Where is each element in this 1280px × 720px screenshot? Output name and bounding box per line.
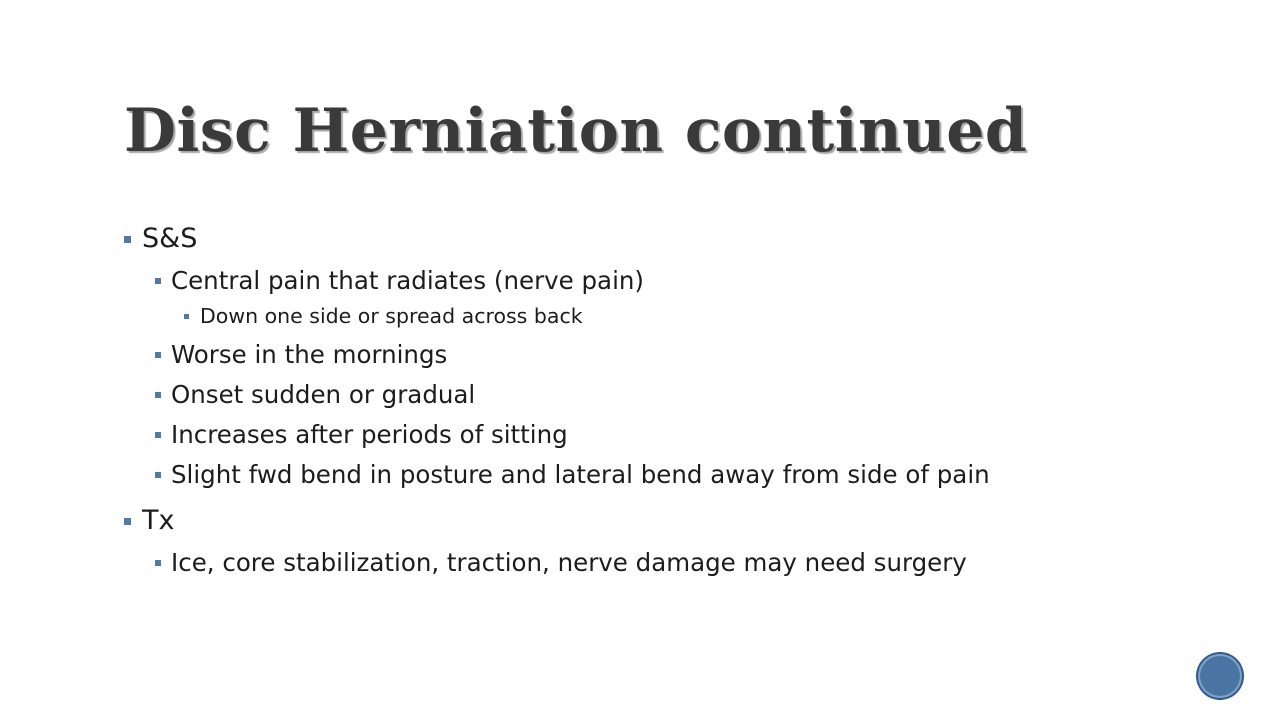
- bullet-text: Increases after periods of sitting: [171, 420, 568, 449]
- bullet-text: Down one side or spread across back: [200, 304, 583, 328]
- square-bullet-icon: [155, 432, 161, 438]
- bullet-item-onset: [124, 379, 1154, 410]
- bullet-item-treatment: [124, 547, 1154, 578]
- bullet-text: S&S: [142, 223, 198, 254]
- square-bullet-icon: [124, 518, 131, 525]
- square-bullet-icon: [155, 278, 161, 284]
- square-bullet-icon: [155, 392, 161, 398]
- square-bullet-icon: [184, 314, 189, 319]
- bullet-text: Tx: [142, 505, 175, 536]
- circle-badge-icon: [1198, 654, 1242, 698]
- bullet-item-posture: [124, 459, 1154, 490]
- bullet-text: Onset sudden or gradual: [171, 380, 476, 409]
- square-bullet-icon: [155, 472, 161, 478]
- bullet-list: [124, 222, 1154, 578]
- square-bullet-icon: [155, 352, 161, 358]
- bullet-text: Slight fwd bend in posture and lateral bend away from side of pain: [171, 460, 990, 489]
- bullet-text: Ice, core stabilization, traction, nerve damage may need surgery: [171, 548, 967, 577]
- bullet-text: Worse in the mornings: [171, 340, 448, 369]
- bullet-text: Central pain that radiates (nerve pain): [171, 266, 644, 295]
- slide-title: Disc Herniation continued: [124, 96, 1028, 166]
- square-bullet-icon: [155, 560, 161, 566]
- bullet-item-down-one-side: [124, 302, 1154, 330]
- bullet-item-sitting: [124, 419, 1154, 450]
- bullet-item-ss: [124, 222, 1154, 256]
- bullet-item-tx: [124, 504, 1154, 538]
- bullet-item-worse-mornings: [124, 339, 1154, 370]
- bullet-item-central-pain: [124, 265, 1154, 296]
- square-bullet-icon: [124, 236, 131, 243]
